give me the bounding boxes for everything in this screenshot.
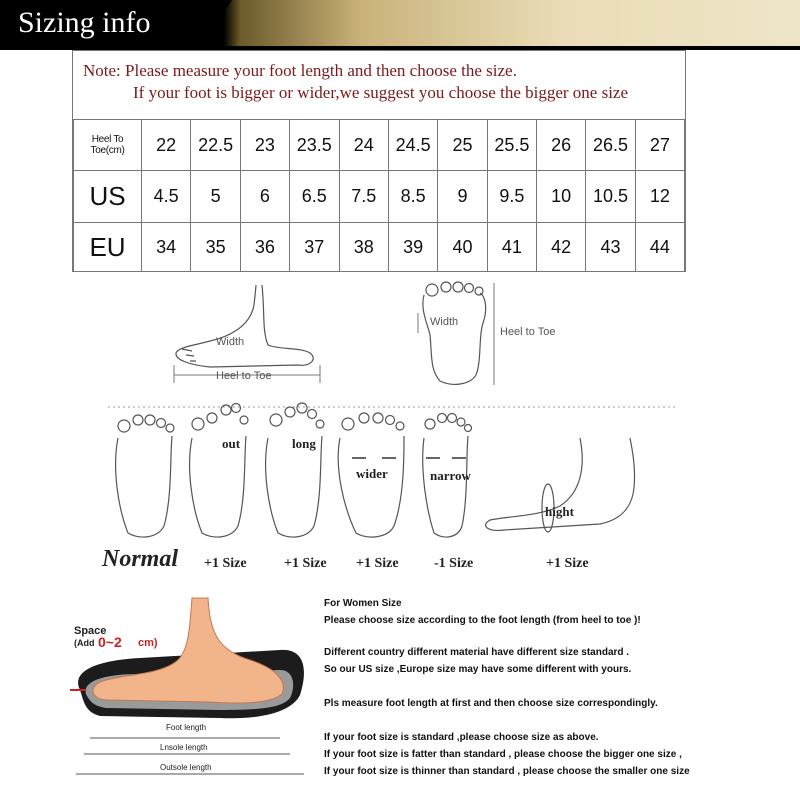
table-cell: 38 bbox=[339, 223, 388, 272]
table-cell: 26.5 bbox=[586, 120, 636, 171]
table-cell: 25 bbox=[438, 120, 487, 171]
top-width-label: Width bbox=[430, 316, 459, 328]
info-line-1: For Women Size bbox=[324, 598, 402, 609]
table-cell: 6 bbox=[240, 171, 289, 223]
caption-narrow: -1 Size bbox=[434, 556, 474, 571]
table-row-eu bbox=[74, 223, 685, 272]
caption-out: +1 Size bbox=[204, 556, 247, 571]
table-cell: 34 bbox=[142, 223, 191, 272]
note-line-1: Note: Please measure your foot length and then choose the size. bbox=[83, 61, 517, 80]
page-title: Sizing info bbox=[18, 6, 151, 39]
caption-long: +1 Size bbox=[284, 556, 327, 571]
table-cell: 6.5 bbox=[290, 171, 340, 223]
wider-label: wider bbox=[356, 466, 388, 481]
info-line-3: Different country different material have different size standard . bbox=[324, 647, 630, 658]
table-cell: 7.5 bbox=[339, 171, 388, 223]
narrow-label: narrow bbox=[430, 468, 471, 483]
measure-diagram bbox=[0, 275, 800, 415]
foot-length-label: Foot length bbox=[166, 723, 207, 732]
outsole-length-label: Outsole length bbox=[160, 763, 212, 772]
row-label-cm: Heel To Toe(cm) bbox=[74, 120, 142, 171]
row-label-eu: EU bbox=[74, 223, 142, 272]
table-cell: 10 bbox=[537, 171, 586, 223]
table-cell: 8.5 bbox=[388, 171, 438, 223]
side-foot-outline bbox=[176, 285, 313, 367]
foot-types-diagram bbox=[0, 398, 800, 548]
foot-long-icon bbox=[266, 403, 324, 537]
space-unit: cm) bbox=[138, 637, 158, 649]
table-cell: 10.5 bbox=[586, 171, 636, 223]
heel-toe-label: Heel to Toe bbox=[216, 370, 272, 382]
header-banner bbox=[0, 0, 800, 50]
space-range: 0~2 bbox=[98, 634, 122, 650]
table-cell: 22.5 bbox=[191, 120, 241, 171]
table-cell: 39 bbox=[388, 223, 438, 272]
table-cell: 37 bbox=[290, 223, 340, 272]
table-cell: 25.5 bbox=[487, 120, 537, 171]
space-label: Space bbox=[74, 625, 107, 637]
insole-diagram bbox=[60, 590, 320, 790]
foot-out-icon bbox=[190, 404, 248, 538]
caption-high: +1 Size bbox=[546, 556, 589, 571]
foot-illustration bbox=[93, 598, 283, 703]
width-label: Width bbox=[216, 336, 245, 348]
table-cell: 12 bbox=[635, 171, 684, 223]
table-cell: 27 bbox=[635, 120, 684, 171]
table-cell: 23.5 bbox=[290, 120, 340, 171]
table-cell: 44 bbox=[635, 223, 684, 272]
table-cell: 41 bbox=[487, 223, 537, 272]
caption-normal: Normal bbox=[102, 546, 179, 572]
table-cell: 43 bbox=[586, 223, 636, 272]
table-cell: 24.5 bbox=[388, 120, 438, 171]
size-table bbox=[73, 119, 685, 272]
out-label: out bbox=[222, 436, 241, 451]
side-heel-toe-label: Heel to Toe bbox=[500, 326, 556, 338]
table-cell: 5 bbox=[191, 171, 241, 223]
table-cell: 42 bbox=[537, 223, 586, 272]
size-chart bbox=[72, 50, 686, 272]
table-cell: 40 bbox=[438, 223, 487, 272]
caption-wider: +1 Size bbox=[356, 556, 399, 571]
table-cell: 23 bbox=[240, 120, 289, 171]
note-line-2: If your foot is bigger or wider,we suggest you choose the bigger one size bbox=[133, 83, 629, 102]
table-cell: 22 bbox=[142, 120, 191, 171]
row-label-us: US bbox=[74, 171, 142, 223]
table-cell: 35 bbox=[191, 223, 241, 272]
foot-normal-icon bbox=[116, 415, 174, 537]
table-cell: 9 bbox=[438, 171, 487, 223]
hight-label: hight bbox=[545, 504, 574, 519]
table-cell: 24 bbox=[339, 120, 388, 171]
info-line-7: If your foot size is fatter than standard , please choose the bigger one size , bbox=[324, 749, 682, 760]
info-line-2: Please choose size according to the foot length (from heel to toe )! bbox=[324, 615, 641, 626]
table-cell: 9.5 bbox=[487, 171, 537, 223]
info-line-8: If your foot size is thinner than standard , please choose the smaller one size bbox=[324, 766, 690, 777]
insole-length-label: Lnsole length bbox=[160, 743, 208, 752]
space-add-label: (Add bbox=[74, 638, 95, 648]
size-note bbox=[73, 51, 685, 120]
table-row-cm bbox=[74, 120, 685, 171]
info-line-5: Pls measure foot length at first and then choose size correspondingly. bbox=[324, 698, 658, 709]
table-row-us bbox=[74, 171, 685, 223]
info-line-4: So our US size ,Europe size may have some different with yours. bbox=[324, 664, 632, 675]
table-cell: 4.5 bbox=[142, 171, 191, 223]
long-label: long bbox=[292, 436, 316, 451]
top-foot-outline bbox=[423, 282, 486, 384]
info-line-6: If your foot size is standard ,please choose size as above. bbox=[324, 732, 599, 743]
table-cell: 26 bbox=[537, 120, 586, 171]
table-cell: 36 bbox=[240, 223, 289, 272]
